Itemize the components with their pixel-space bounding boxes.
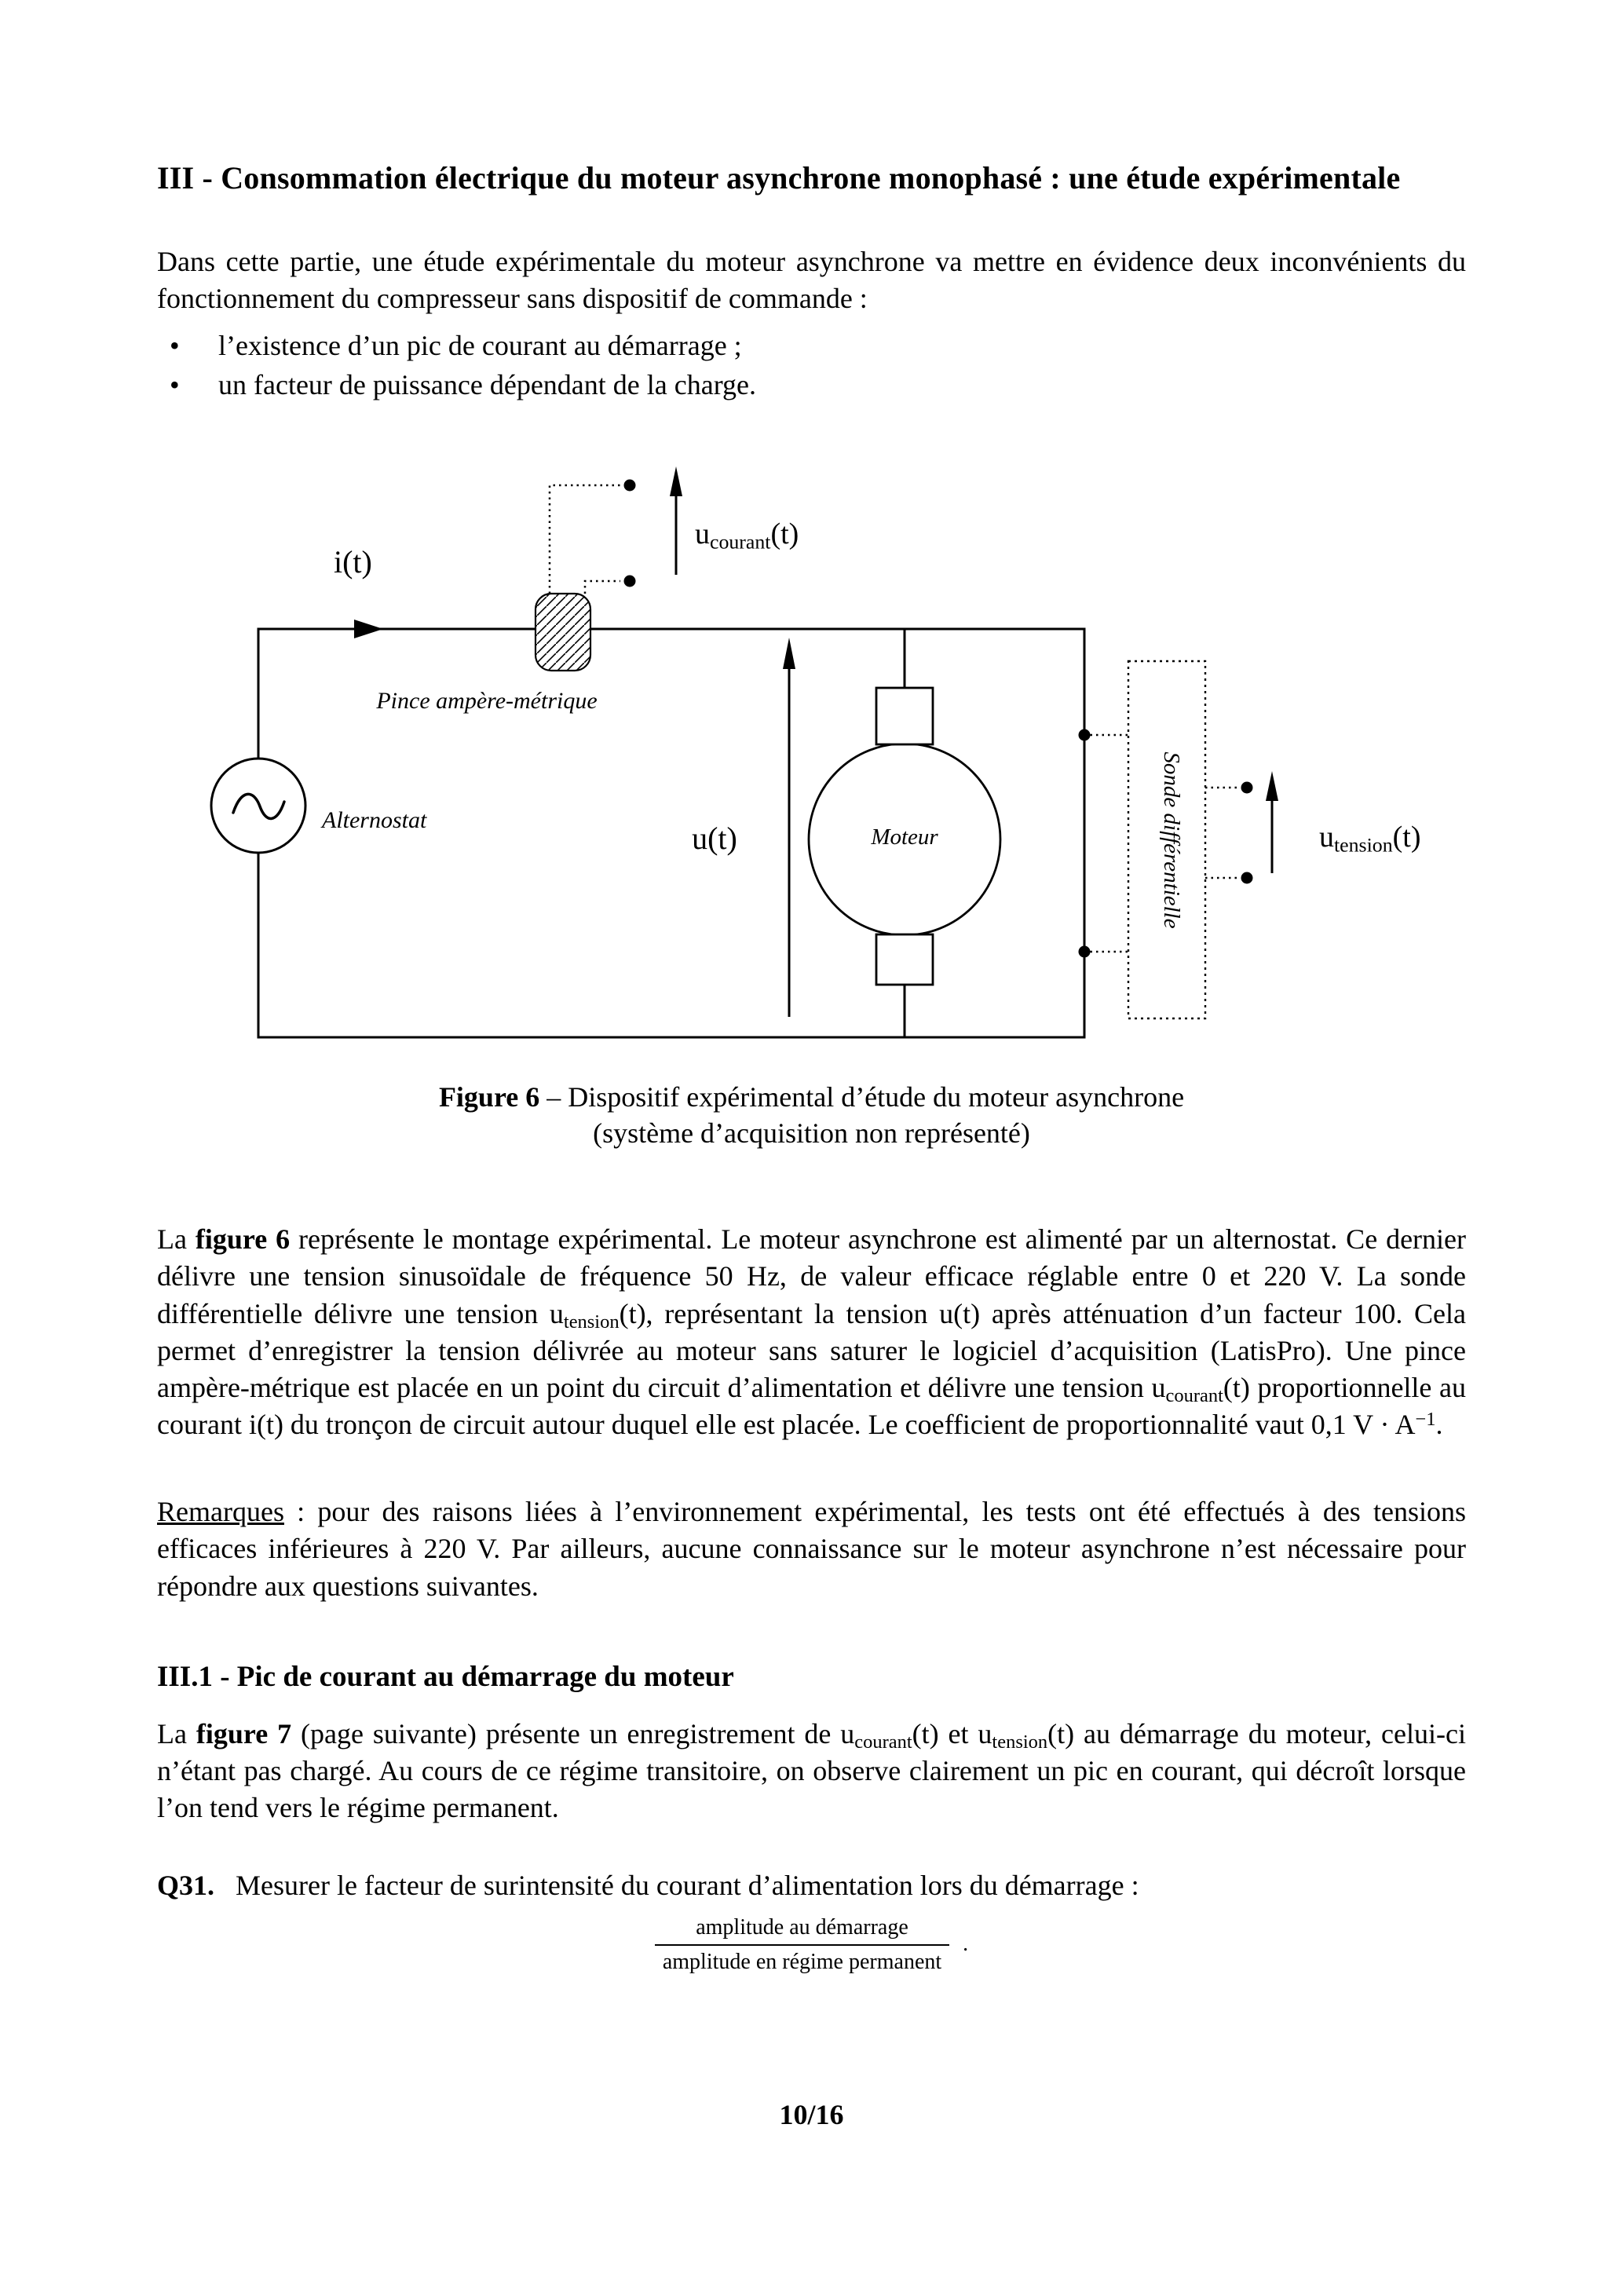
page-number: 10/16 <box>779 2099 844 2130</box>
section-heading-III1: III.1 - Pic de courant au démarrage du moteur <box>157 1660 734 1693</box>
ucourant-terminal-top <box>624 479 636 491</box>
fraction-denominator: amplitude en régime permanent <box>662 1950 942 1975</box>
utension-terminal-top <box>1241 781 1253 793</box>
utension-arrow-head <box>1266 771 1278 801</box>
voltage-label: u(t) <box>692 820 737 856</box>
motor-terminal-top <box>876 688 933 744</box>
sonde-label: Sonde différentielle <box>1159 751 1184 929</box>
ucourant-terminal-bottom <box>624 575 636 587</box>
bullet-text-2: un facteur de puissance dépendant de la charge. <box>218 368 757 400</box>
figure-caption <box>157 1079 1466 1153</box>
ucourant-lead-bottom <box>585 581 620 594</box>
surintensity-fraction <box>157 1915 1466 1975</box>
circuit-svg <box>0 455 1623 1068</box>
paragraph-figure6-description: La figure 6 représente le montage expérimental. Le moteur asynchrone est alimenté par un alternostat. Ce dernier délivre une tension sinusoïdale de fréquence 50 Hz, de valeur efficace réglable entre 0 et 220 V. La sonde différentielle délivre une tension $u_{tension}(t)$, représentant la tension u(t) après atténuation d’un facteur 100. Cela permet d’enregistrer la tension délivrée au moteur sans saturer le logiciel d’acquisition (LatisPro). Une pince ampère-métrique est placée en un point du circuit d’alimentation et délivre une tension $u_{courant}(t)$ proportionnelle au courant i(t) du tronçon de circuit autour duquel elle est placée. Le coefficient de proportionnalité vaut 0,1 $V \cdot A^{-1}$. <box>157 1223 1466 1441</box>
intro-paragraph: Dans cette partie, une étude expérimentale du moteur asynchrone va mettre en évidence deux inconvénients du fonctionnement du compresseur sans dispositif de commande : <box>157 246 1466 315</box>
bullet-marker: • <box>170 330 180 362</box>
bullet-list <box>157 327 1466 404</box>
alternostat-label: Alternostat <box>322 806 427 833</box>
bullet-item-1 <box>157 327 1466 366</box>
motor-terminal-bottom <box>876 934 933 985</box>
bullet-item-2 <box>157 366 1466 405</box>
bullet-marker: • <box>170 368 180 400</box>
ucourant-label: $u_{courant}(t)$ <box>695 517 799 554</box>
paragraph-figure7-intro: La figure 7 (page suivante) présente un enregistrement de $u_{courant}(t)$ et $u_{tension}(t)$ au démarrage du moteur, celui-ci n’étant pas chargé. Au cours de ce régime transitoire, on observe clairement un pic en courant, qui décroît lorsque l’on tend vers le régime permanent. <box>157 1717 1466 1823</box>
paragraph-remarques: Remarques : pour des raisons liées à l’environnement expérimental, les tests ont été effectués à des tensions efficaces inférieures à 220 V. Par ailleurs, aucune connaissance sur le moteur asynchrone n’est nécessaire pour répondre aux questions suivantes. <box>157 1496 1466 1602</box>
ucourant-lead-top <box>550 485 620 594</box>
ampere-clamp <box>536 594 590 671</box>
current-label: i(t) <box>334 543 372 579</box>
figure-caption-line2: (système d’acquisition non représenté) <box>593 1117 1030 1150</box>
ut-arrow-head <box>783 638 795 669</box>
bullet-text-1: l’existence d’un pic de courant au démarrage ; <box>218 330 742 362</box>
motor-label: Moteur <box>871 824 938 850</box>
current-direction-arrow <box>354 620 383 638</box>
figure-caption-line1: Figure 6 – Dispositif expérimental d’étude du moteur asynchrone <box>438 1080 1185 1113</box>
page-title: III - Consommation électrique du moteur asynchrone monophasé : une étude expérimentale <box>157 160 1401 196</box>
clamp-label: Pince ampère-métrique <box>376 687 598 714</box>
fraction-stack <box>655 1915 949 1975</box>
fraction-suffix: . <box>963 1931 969 1956</box>
question-q31: Q31. Mesurer le facteur de surintensité du courant d’alimentation lors du démarrage : <box>157 1870 1139 1902</box>
utension-label: $u_{tension}(t)$ <box>1319 820 1421 857</box>
fraction-numerator: amplitude au démarrage <box>655 1915 949 1946</box>
figure-6-circuit-diagram <box>0 455 1623 1068</box>
ucourant-arrow-head <box>670 466 682 496</box>
utension-terminal-bottom <box>1241 872 1253 883</box>
